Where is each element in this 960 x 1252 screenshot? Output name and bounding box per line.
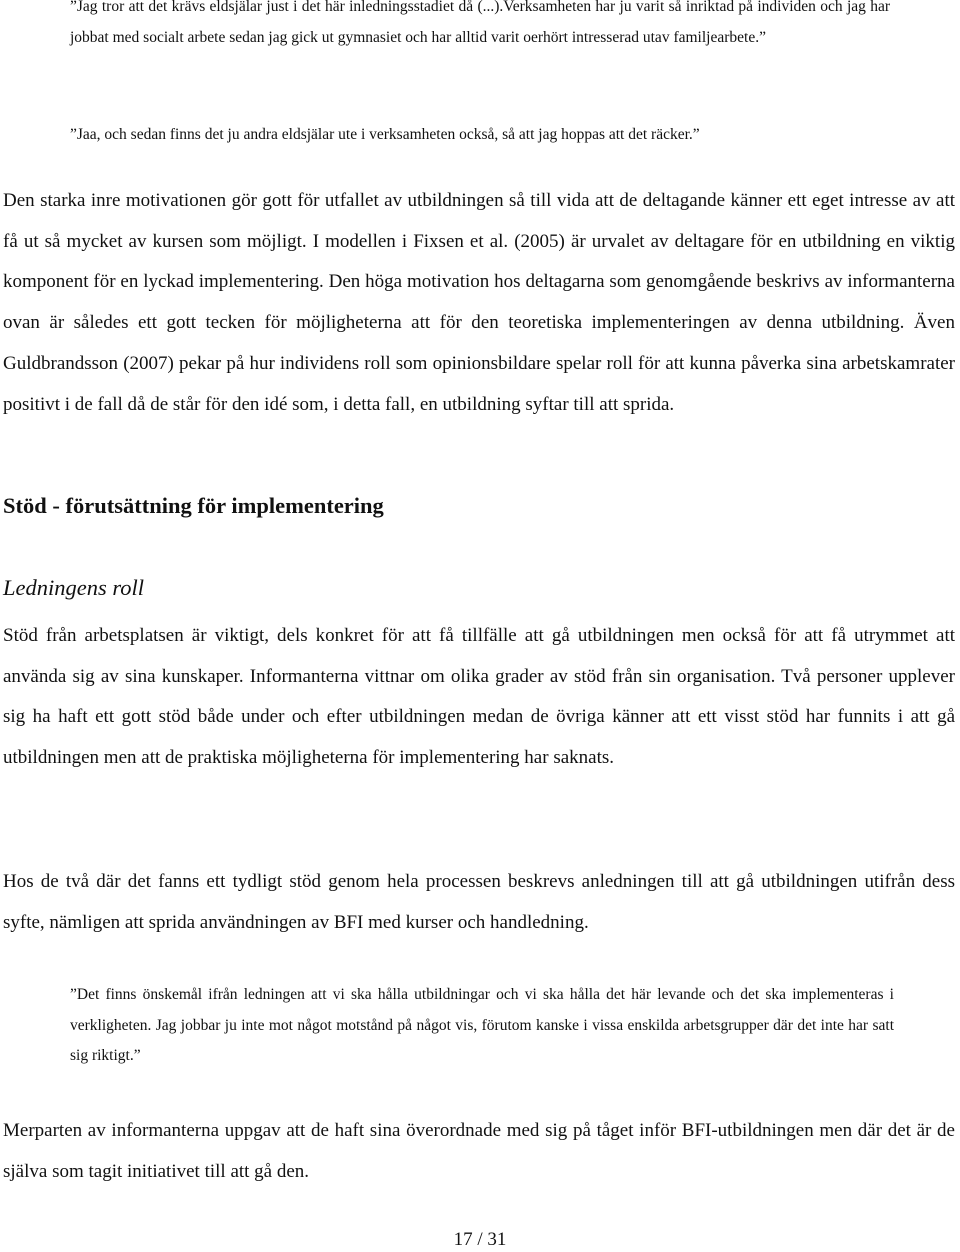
- interview-quote-2: ”Jaa, och sedan finns det ju andra eldsjälar ute i verksamheten också, så att jag hoppas att det räcker.”: [70, 126, 700, 143]
- interview-quote-1: ”Jag tror att det krävs eldsjälar just i det här inledningsstadiet då (...).Verksamheten har ju varit så inriktad på individen och jag har jobbat med socialt arbete sedan jag gick ut gymnasiet och har alltid varit oerhört intresserad utav familjearbete.”: [70, 0, 890, 46]
- page-number: 17 / 31: [453, 1229, 507, 1250]
- subsection-heading: Ledningens roll: [3, 575, 145, 600]
- body-paragraph-initiative: Merparten av informanterna uppgav att de haft sina överordnade med sig på tåget inför BFI-utbildningen men där det är de själva som tagit initiativet till att gå den.: [3, 1120, 955, 1182]
- body-paragraph-motivation: Den starka inre motivationen gör gott för utfallet av utbildningen så till vida att de deltagande känner ett eget intresse av att få ut så mycket av kursen som möjligt. I modellen i Fixsen et al. (2005) är urvalet av deltagare för en utbildning en viktig komponent för en lyckad implementering. Den höga motivation hos deltagarna som genomgående beskrivs av informanterna ovan är således ett gott tecken för möjligheterna att för den teoretiska implementeringen av denna utbildning. Även Guldbrandsson (2007) pekar på hur individens roll som opinionsbildare spelar roll för att kunna påverka sina arbetskamrater positivt i de fall då de står för den idé som, i detta fall, en utbildning syftar till att sprida.: [3, 190, 955, 415]
- body-paragraph-clear-support: Hos de två där det fanns ett tydligt stöd genom hela processen beskrevs anledningen till att gå utbildningen utifrån dess syfte, nämligen att sprida användningen av BFI med kurser och handledning.: [3, 871, 955, 933]
- interview-quote-3: ”Det finns önskemål ifrån ledningen att vi ska hålla utbildningar och vi ska hålla det här levande och det ska implementeras i verkligheten. Jag jobbar ju inte mot något motstånd på något vis, förutom kanske i vissa enskilda arbetsgrupper där det inte har satt sig riktigt.”: [70, 986, 894, 1064]
- body-paragraph-support: Stöd från arbetsplatsen är viktigt, dels konkret för att få tillfälle att gå utbildningen men också för att få utrymmet att använda sig av sina kunskaper. Informanterna vittnar om olika grader av stöd från sin organisation. Två personer upplever sig ha haft ett gott stöd både under och efter utbildningen medan de övriga känner att ett visst stöd har funnits i att gå utbildningen men att de praktiska möjligheterna för implementering har saknats.: [3, 625, 955, 769]
- section-heading: Stöd - förutsättning för implementering: [3, 493, 384, 518]
